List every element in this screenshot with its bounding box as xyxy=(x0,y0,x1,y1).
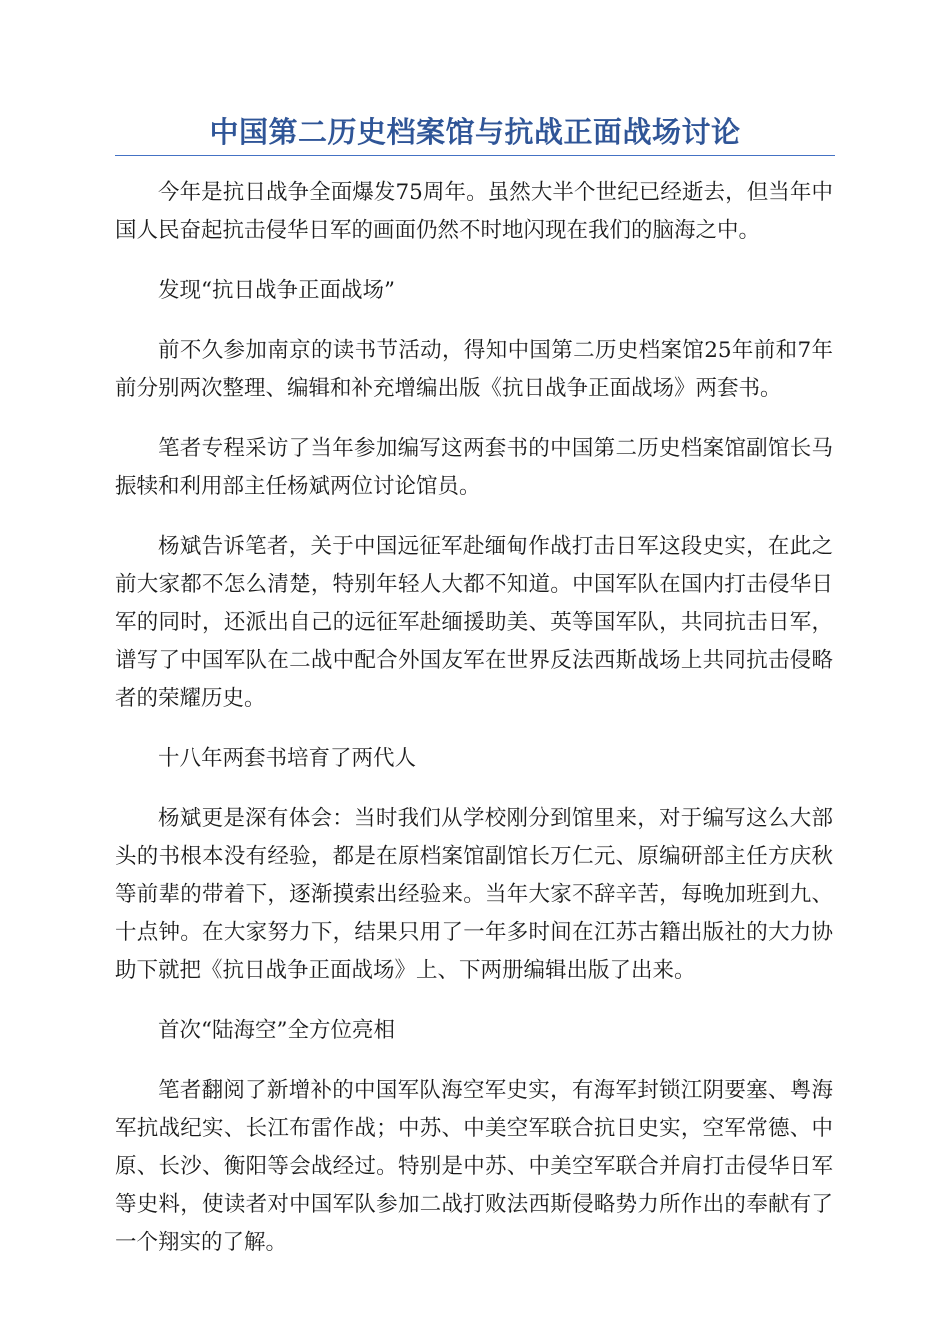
paragraph-expedition-army: 杨斌告诉笔者，关于中国远征军赴缅甸作战打击日军这段史实，在此之前大家都不怎么清楚，特别年轻人大都不知道。中国军队在国内打击侵华日军的同时，还派出自己的远征军赴缅援助美、英等国军队，共同抗击日军，谱写了中国军队在二战中配合外国友军在世界反法西斯战场上共同抗击侵略者的荣耀历史。 xyxy=(115,534,833,711)
document-body xyxy=(115,174,833,1284)
section-heading-land-sea-air: 首次“陆海空”全方位亮相 xyxy=(158,1018,395,1043)
section-heading-discovery: 发现“抗日战争正面战场” xyxy=(158,278,395,303)
document-title: 中国第二历史档案馆与抗战正面战场讨论 xyxy=(209,115,741,149)
section-heading-two-generations: 十八年两套书培育了两代人 xyxy=(158,746,417,771)
paragraph-reading-festival: 前不久参加南京的读书节活动，得知中国第二历史档案馆25年前和7年前分别两次整理、编辑和补充增编出版《抗日战争正面战场》两套书。 xyxy=(115,338,833,401)
paragraph-experience: 杨斌更是深有体会：当时我们从学校刚分到馆里来，对于编写这么大部头的书根本没有经验，都是在原档案馆副馆长万仁元、原编研部主任方庆秋等前辈的带着下，逐渐摸索出经验来。当年大家不辞辛苦，每晚加班到九、十点钟。在大家努力下，结果只用了一年多时间在江苏古籍出版社的大力协助下就把《抗日战争正面战场》上、下两册编辑出版了出来。 xyxy=(115,806,833,983)
paragraph-navy-airforce: 笔者翻阅了新增补的中国军队海空军史实，有海军封锁江阴要塞、粤海军抗战纪实、长江布雷作战；中苏、中美空军联合抗日史实，空军常德、中原、长沙、衡阳等会战经过。特别是中苏、中美空军联合并肩打击侵华日军等史料，使读者对中国军队参加二战打败法西斯侵略势力所作出的奉献有了一个翔实的了解。 xyxy=(115,1078,833,1255)
paragraph-interview: 笔者专程采访了当年参加编写这两套书的中国第二历史档案馆副馆长马振犊和利用部主任杨斌两位讨论馆员。 xyxy=(115,436,833,499)
title-underline xyxy=(115,155,835,156)
paragraph-intro: 今年是抗日战争全面爆发75周年。虽然大半个世纪已经逝去，但当年中国人民奋起抗击侵华日军的画面仍然不时地闪现在我们的脑海之中。 xyxy=(115,180,833,243)
